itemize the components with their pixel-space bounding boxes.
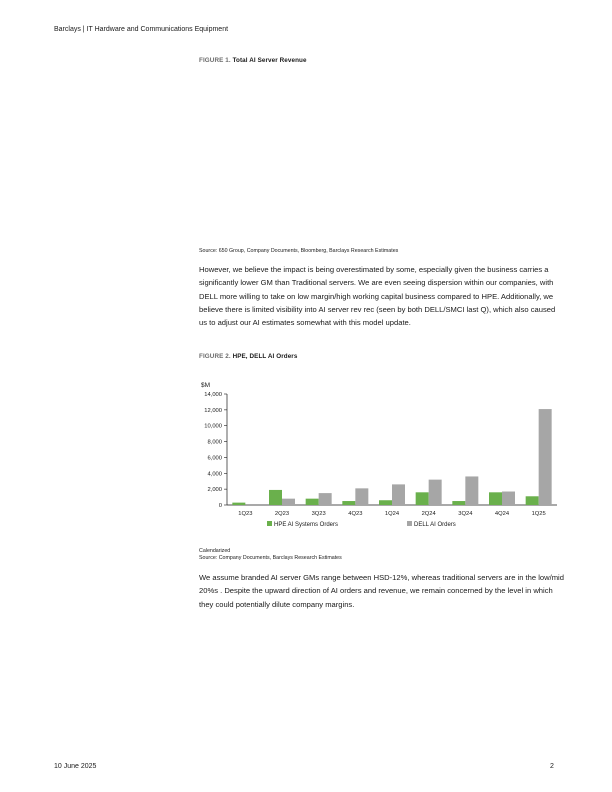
bar-dell-1q24 (392, 484, 405, 505)
body-paragraph-1: However, we believe the impact is being overestimated by some, especially given the business carries a significantly lower GM than Traditional servers. We are even seeing dispersion within our companies, with DELL more willing to take on low margin/high working capital business compared to HPE. Additionally, we believe there is limited visibility into AI server rev rec (seen by both DELL/SMCI last Q), which also caused us to adjust our AI estimates somewhat with this model update. (199, 265, 556, 328)
figure-1-title (199, 57, 307, 64)
y-tick-label: 6,000 (207, 455, 222, 462)
hpe-dell-ai-orders-chart (195, 378, 565, 538)
bar-hpe-1q23 (232, 503, 245, 505)
bar-dell-3q24 (465, 476, 478, 505)
legend-swatch-dell (407, 521, 412, 526)
x-tick-label: 3Q23 (311, 511, 326, 517)
figure-2-title (199, 353, 297, 360)
legend-label-hpe: HPE AI Systems Orders (274, 522, 339, 528)
bar-hpe-1q25 (526, 496, 539, 505)
bar-hpe-3q23 (306, 499, 319, 505)
x-tick-label: 2Q24 (421, 511, 436, 517)
y-tick-label: 4,000 (207, 471, 222, 478)
bar-hpe-4q24 (489, 492, 502, 505)
bar-dell-1q25 (539, 409, 552, 505)
x-tick-label: 2Q23 (274, 511, 290, 517)
y-tick-label: 12,000 (204, 407, 222, 414)
bar-hpe-1q24 (379, 500, 392, 505)
x-tick-label: 4Q23 (348, 511, 363, 517)
figure-2-heading: HPE, DELL AI Orders (232, 353, 298, 360)
legend-label-dell: DELL AI Orders (414, 522, 456, 528)
bar-dell-3q23 (319, 493, 332, 505)
x-tick-label: 1Q23 (238, 511, 253, 517)
x-tick-label: 3Q24 (458, 511, 473, 517)
y-tick-label: 2,000 (207, 487, 222, 494)
bar-dell-4q23 (355, 488, 368, 505)
bar-hpe-4q23 (342, 501, 355, 505)
x-tick-label: 4Q24 (494, 511, 510, 517)
bar-dell-4q24 (502, 492, 515, 505)
bar-hpe-3q24 (452, 501, 465, 505)
y-tick-label: 10,000 (204, 423, 222, 430)
x-tick-label: 1Q24 (384, 511, 400, 517)
bar-dell-2q23 (282, 499, 295, 505)
figure-1-source: Source: 650 Group, Company Documents, Bloomberg, Barclays Research Estimates (199, 248, 399, 254)
bar-dell-2q24 (429, 480, 442, 505)
body-paragraph-2: We assume branded AI server GMs range between HSD-12%, whereas traditional servers are in the low/mid 20%s . Despite the upward direction of AI orders and revenue, we remain concerned by the level in which they could potentially dilute company margins. (199, 573, 564, 609)
y-tick-label: 14,000 (204, 392, 222, 398)
figure-2-note: Calendarized (199, 548, 231, 554)
figure-2-source: Source: Company Documents, Barclays Research Estimates (199, 555, 342, 561)
figure-1-label: FIGURE 1. (199, 57, 231, 64)
y-axis-label: $M (201, 382, 211, 389)
report-header: Barclays | IT Hardware and Communications Equipment (54, 26, 229, 33)
figure-1-heading: Total AI Server Revenue (232, 57, 307, 64)
footer-date: 10 June 2025 (54, 763, 97, 770)
figure-2-label: FIGURE 2. (199, 353, 231, 360)
bar-hpe-2q23 (269, 490, 282, 505)
bar-hpe-2q24 (416, 492, 429, 505)
footer-page-number: 2 (550, 763, 554, 770)
legend-swatch-hpe (267, 521, 272, 526)
x-tick-label: 1Q25 (531, 511, 546, 517)
y-tick-label: 8,000 (207, 439, 222, 446)
y-tick-label: 0 (218, 503, 222, 509)
